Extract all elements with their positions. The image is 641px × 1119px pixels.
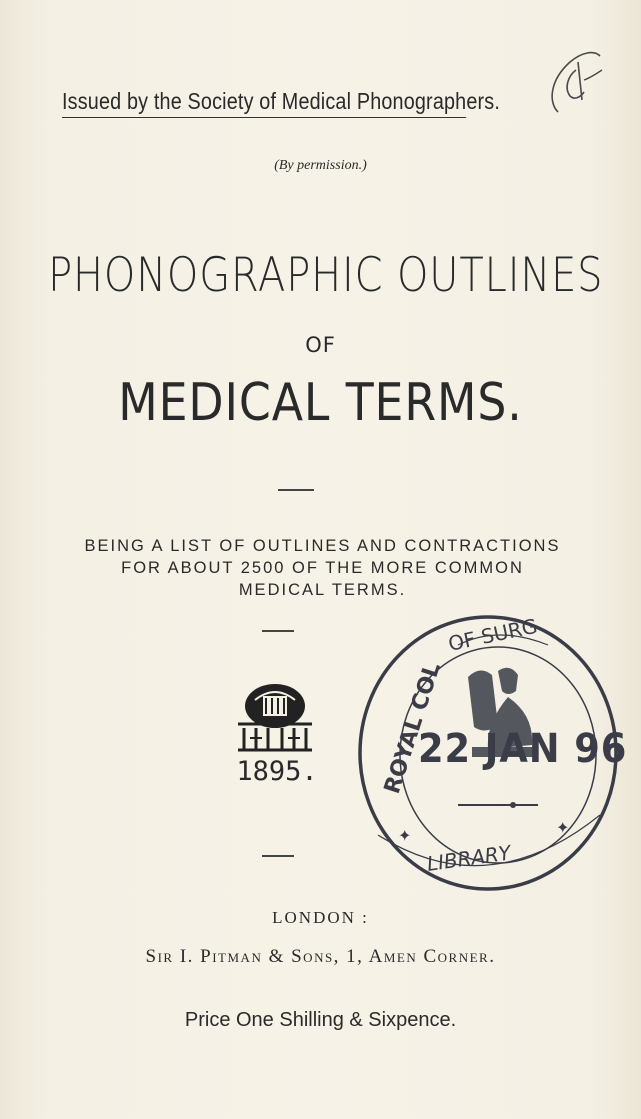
stamp-date: 22 JAN 96 [418, 726, 628, 772]
title-line-1: PHONOGRAPHIC OUTLINES [48, 248, 604, 303]
imprint-publisher: Sir I. Pitman & Sons, 1, Amen Corner. [145, 946, 496, 967]
handwritten-monogram-icon [520, 40, 610, 120]
publication-year: 1895. [236, 756, 318, 787]
stamp-ring-text-bottom: LIBRARY [425, 840, 513, 876]
publisher-device-icon [230, 680, 320, 752]
divider [262, 630, 294, 632]
permission-note: (By permission.) [274, 158, 367, 173]
subtitle [60, 535, 585, 601]
divider [262, 855, 294, 857]
title-line-3: MEDICAL TERMS. [118, 373, 523, 433]
star-icon: ✦ [556, 820, 570, 837]
subtitle-line-2: FOR ABOUT 2500 OF THE MORE COMMON [121, 559, 524, 577]
stamp-ring-text-left: ROYAL COL [379, 659, 446, 797]
title-line-2: OF [305, 333, 336, 357]
issued-by-line: Issued by the Society of Medical Phonographers. [62, 88, 466, 118]
divider [278, 489, 314, 491]
price-line: Price One Shilling & Sixpence. [184, 1009, 457, 1031]
imprint-city: LONDON : [272, 908, 369, 927]
stamp-ring-text-top: OF SURG [446, 613, 540, 656]
subtitle-line-3: MEDICAL TERMS. [238, 581, 407, 599]
star-icon: ✦ [398, 828, 412, 845]
subtitle-line-1: BEING A LIST OF OUTLINES AND CONTRACTIONS [84, 537, 561, 555]
